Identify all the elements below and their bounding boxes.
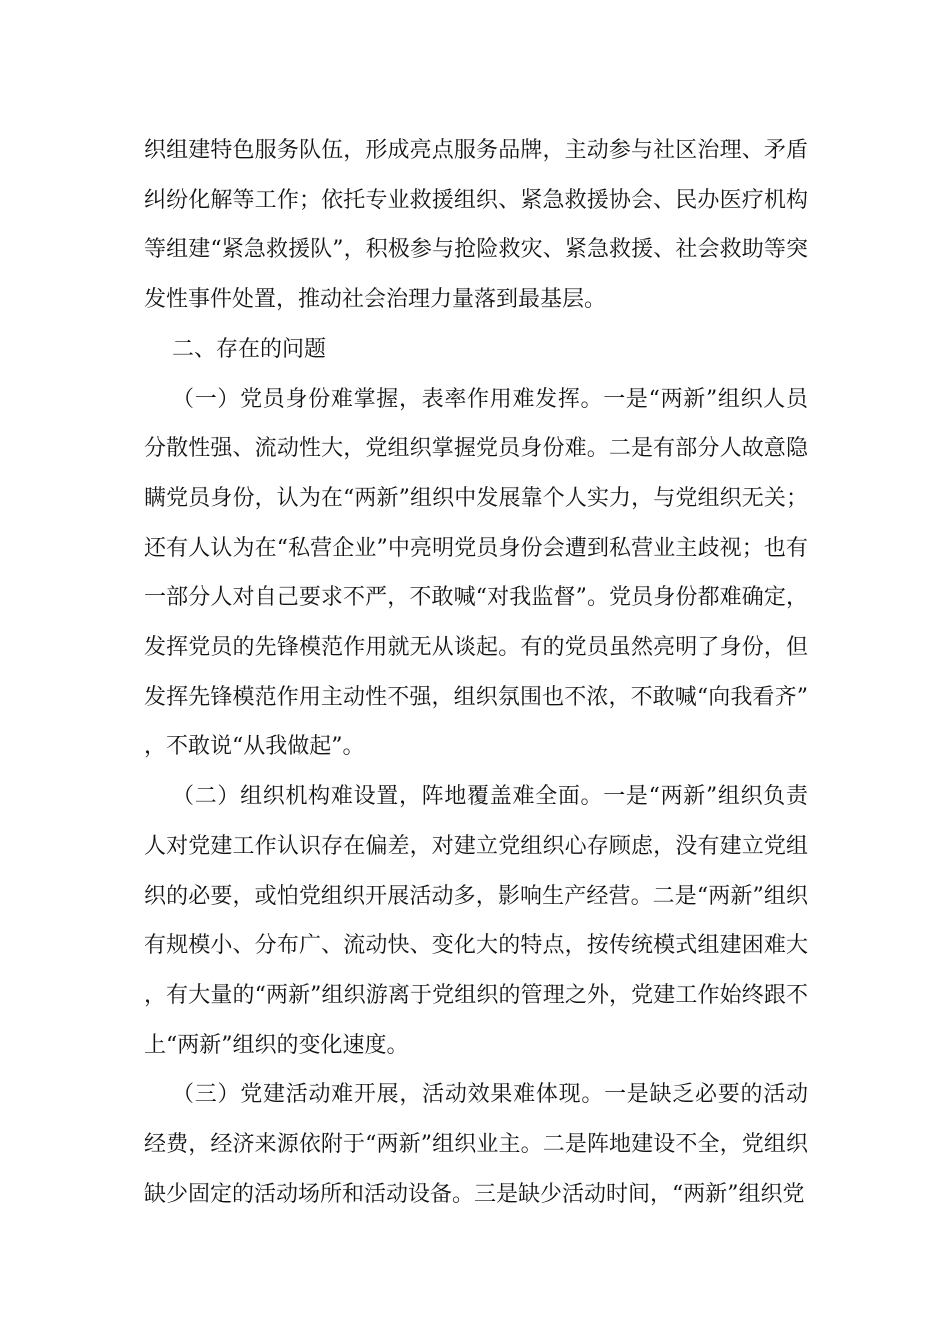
paragraph-issue-1: （一）党员身份难掌握，表率作用难发挥。一是“两新”组织人员分散性强、流动性大，党组织掌握党员身份难。二是有部分人故意隐瞒党员身份，认为在“两新”组织中发展靠个人实力，与党组织无关；还有人认为在“私营企业”中亮明党员身份会遭到私营业主歧视；也有一部分人对自己要求不严，不敢喊“对我监督”。党员身份都难确定，发挥党员的先锋模范作用就无从谈起。有的党员虽然亮明了身份，但发挥先锋模范作用主动性不强，组织氛围也不浓，不敢喊“向我看齐”，不敢说“从我做起”。	[144, 386, 808, 760]
document-body	[144, 126, 808, 1219]
paragraph-continuation: 织组建特色服务队伍，形成亮点服务品牌，主动参与社区治理、矛盾纠纷化解等工作；依托专业救援组织、紧急救援协会、民办医疗机构等组建“紧急救援队”，积极参与抢险救灾、紧急救援、社会救助等突发性事件处置，推动社会治理力量落到最基层。	[144, 138, 808, 313]
section-heading: 二、存在的问题	[172, 336, 327, 362]
paragraph-issue-3: （三）党建活动难开展，活动效果难体现。一是缺乏必要的活动经费，经济来源依附于“两新”组织业主。二是阵地建设不全，党组织缺少固定的活动场所和活动设备。三是缺少活动时间，“两新”组织党	[144, 1082, 808, 1207]
paragraph-issue-2: （二）组织机构难设置，阵地覆盖难全面。一是“两新”组织负责人对党建工作认识存在偏差，对建立党组织心存顾虑，没有建立党组织的必要，或怕党组织开展活动多，影响生产经营。二是“两新”组织有规模小、分布广、流动快、变化大的特点，按传统模式组建困难大，有大量的“两新”组织游离于党组织的管理之外，党建工作始终跟不上“两新”组织的变化速度。	[144, 784, 808, 1058]
